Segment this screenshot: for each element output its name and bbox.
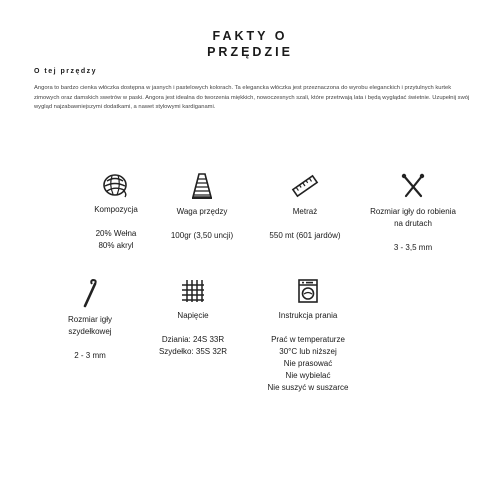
title-line-1: FAKTY O xyxy=(212,29,288,43)
fact-needle-size xyxy=(338,172,488,254)
care-label: Instrukcja prania xyxy=(278,311,338,320)
length-label: Metraż xyxy=(292,207,318,216)
title-line-2: PRZĘDZIE xyxy=(207,45,293,59)
gauge-values xyxy=(133,334,253,358)
fact-weight xyxy=(142,172,262,242)
composition-value: 20% Wełna xyxy=(95,229,137,238)
needle-size-label xyxy=(338,206,488,230)
weight-label: Waga przędzy xyxy=(176,207,228,216)
weight-value: 100gr (3,50 uncji) xyxy=(170,231,234,240)
care-value: Nie wybielać xyxy=(285,371,331,380)
about-description: Angora to bardzo cienka włóczka dostępna w jasnych i pastelowych kolorach. Ta elegancka włóczka jest przeznaczona do wyrobu eleganckich i przytulnych kurtek zimowych oraz damskich swetrów w paski. Angora jest idealna do tworzenia miękkich, nowoczesnych szali, które przetrwają lata i będą wyglądać świetnie. Uzupełnij swój wygląd najzabawniejszymi dodatkami, a nawet stylowymi kardiganami. xyxy=(34,85,470,111)
needle-size-values xyxy=(338,242,488,254)
length-value: 550 mt (601 jardów) xyxy=(269,231,341,240)
fact-care xyxy=(248,278,368,394)
care-value: Nie prasować xyxy=(283,359,333,368)
washing-machine-icon xyxy=(296,278,320,304)
care-values xyxy=(248,334,368,394)
about-heading: O tej przędzy xyxy=(34,68,98,75)
crochet-hook-icon xyxy=(77,278,103,308)
hook-size-value: 2 - 3 mm xyxy=(74,351,106,360)
hook-size-label-line: Rozmiar igły xyxy=(67,315,112,324)
composition-value: 80% akryl xyxy=(98,241,134,250)
care-value: Nie suszyć w suszarce xyxy=(267,383,349,392)
yarn-cone-icon xyxy=(190,172,214,200)
measuring-tape-icon xyxy=(291,172,319,200)
hook-size-values xyxy=(30,350,150,362)
fact-gauge xyxy=(133,278,253,358)
needle-size-value: 3 - 3,5 mm xyxy=(393,243,433,252)
weight-values xyxy=(142,230,262,242)
gauge-value: Szydełko: 35S 32R xyxy=(158,347,228,356)
care-value: Prać w temperaturze xyxy=(271,335,345,344)
gauge-label: Napięcie xyxy=(177,311,209,320)
gauge-value: Dziania: 24S 33R xyxy=(161,335,225,344)
hook-size-label xyxy=(30,314,150,338)
gauge-grid-icon xyxy=(180,278,206,304)
yarn-ball-icon xyxy=(103,172,129,198)
hook-size-label-line: szydełkowej xyxy=(68,327,112,336)
needle-size-label-line: na drutach xyxy=(394,219,432,228)
fact-hook-size xyxy=(30,278,150,362)
page-title xyxy=(0,28,500,60)
care-value: 30°C lub niższej xyxy=(279,347,337,356)
needle-size-label-line: Rozmiar igły do robienia xyxy=(370,207,456,216)
composition-label: Kompozycja xyxy=(94,205,138,214)
knitting-needles-icon xyxy=(399,172,427,200)
